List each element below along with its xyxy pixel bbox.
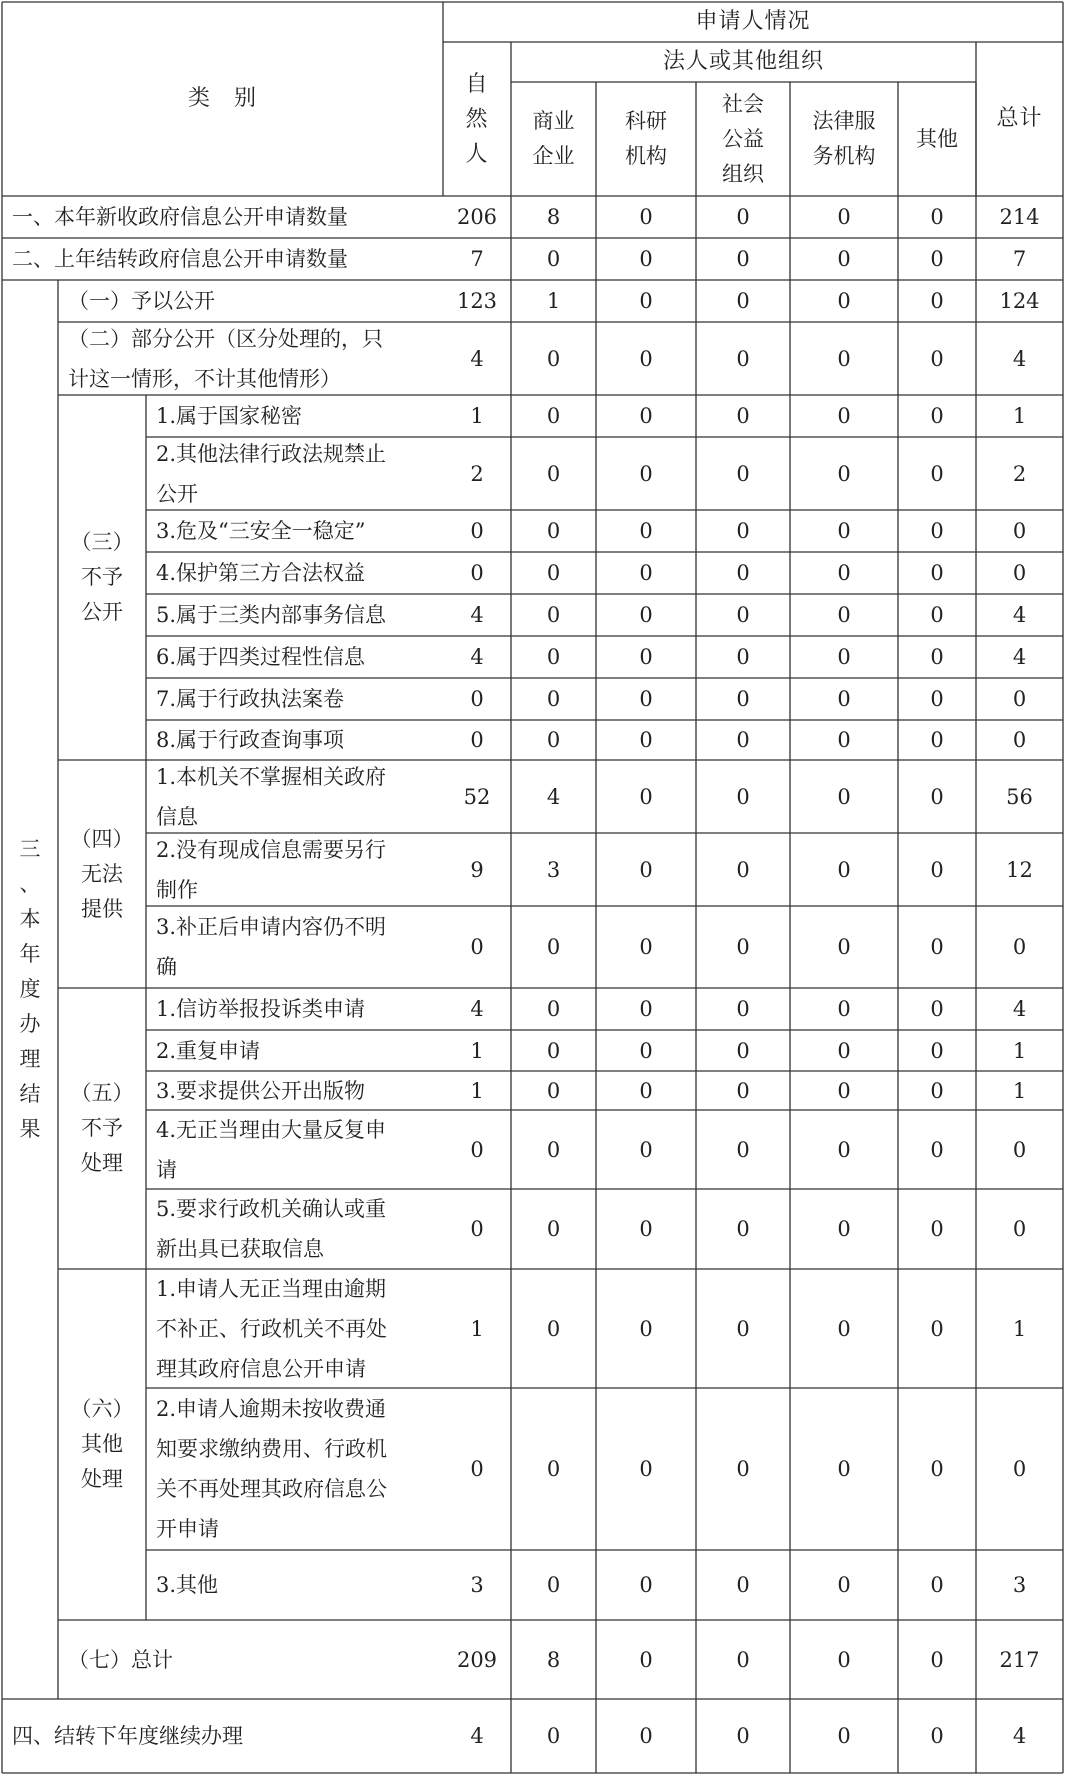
value-cell: 0 <box>639 1137 653 1162</box>
value-cell: 4 <box>1012 1724 1027 1748</box>
row-label: 5.要求行政机关确认或重 新出具已获取信息 <box>156 1197 387 1261</box>
row-label: 5.属于三类内部事务信息 <box>156 603 387 627</box>
value-cell: 0 <box>736 1316 750 1341</box>
value-cell: 0 <box>470 935 484 959</box>
value-cell: 0 <box>930 603 944 627</box>
value-cell: 209 <box>456 1647 498 1672</box>
value-cell: 0 <box>930 1038 944 1063</box>
value-cell: 1 <box>470 404 484 428</box>
value-cell: 1 <box>1012 1316 1027 1341</box>
value-cell: 0 <box>736 461 750 486</box>
value-cell: 0 <box>639 519 653 543</box>
value-cell: 0 <box>639 1457 653 1481</box>
value-cell: 0 <box>736 935 750 959</box>
value-cell: 0 <box>736 728 750 752</box>
value-cell: 0 <box>639 1078 653 1103</box>
value-cell: 0 <box>1012 728 1027 752</box>
value-cell: 0 <box>546 1078 561 1103</box>
value-cell: 0 <box>736 645 750 669</box>
value-cell: 0 <box>930 247 944 271</box>
value-cell: 0 <box>1012 1137 1027 1162</box>
value-cell: 4 <box>470 997 484 1021</box>
value-cell: 0 <box>546 603 561 627</box>
row-label: 二、上年结转政府信息公开申请数量 <box>12 247 348 271</box>
natural-person-header: 自 然 人 <box>465 71 489 167</box>
value-cell: 0 <box>930 1647 944 1672</box>
value-cell: 0 <box>546 997 561 1021</box>
row-label: 6.属于四类过程性信息 <box>156 645 366 669</box>
value-cell: 0 <box>837 997 851 1021</box>
value-cell: 0 <box>470 687 484 711</box>
row-label: 1.本机关不掌握相关政府 信息 <box>156 764 387 829</box>
value-cell: 4 <box>470 1724 484 1748</box>
row-label: 1.信访举报投诉类申请 <box>156 997 366 1021</box>
value-cell: 0 <box>930 1316 944 1341</box>
row-label: 3.补正后申请内容仍不明 确 <box>156 915 387 979</box>
value-cell: 0 <box>546 1038 561 1063</box>
value-cell: 4 <box>1012 603 1027 627</box>
value-cell: 0 <box>546 404 561 428</box>
value-cell: 0 <box>930 346 944 371</box>
value-cell: 0 <box>837 728 851 752</box>
row-label: 2.其他法律行政法规禁止 公开 <box>156 441 387 506</box>
value-cell: 0 <box>837 1316 851 1341</box>
value-cell: 0 <box>546 687 561 711</box>
value-cell: 0 <box>736 1217 750 1241</box>
row-label: 7.属于行政执法案卷 <box>156 687 345 711</box>
value-cell: 0 <box>736 404 750 428</box>
value-cell: 0 <box>736 857 750 882</box>
row-label: 4.保护第三方合法权益 <box>156 561 366 585</box>
value-cell: 2 <box>1012 461 1027 486</box>
value-cell: 0 <box>546 561 561 585</box>
section-three-label: 三 、 本 年 度 办 理 结 果 <box>19 837 41 1141</box>
value-cell: 0 <box>837 1217 851 1241</box>
row-label: 8.属于行政查询事项 <box>156 728 345 752</box>
value-cell: 0 <box>736 1078 750 1103</box>
value-cell: 0 <box>930 1078 944 1103</box>
value-cell: 0 <box>639 687 653 711</box>
value-cell: 0 <box>639 1573 653 1597</box>
category-header: 类 别 <box>187 86 257 111</box>
value-cell: 0 <box>546 1137 561 1162</box>
value-cell: 124 <box>999 289 1040 313</box>
row-label: 3.要求提供公开出版物 <box>156 1078 366 1103</box>
value-cell: 0 <box>837 561 851 585</box>
value-cell: 0 <box>736 205 750 229</box>
value-cell: 0 <box>930 404 944 428</box>
value-cell: 0 <box>837 461 851 486</box>
value-cell: 0 <box>837 1137 851 1162</box>
value-cell: 0 <box>930 784 944 809</box>
value-cell: 1 <box>546 289 561 313</box>
applicant-header: 申请人情况 <box>695 9 811 34</box>
group-other-label: （六） 其他 处理 <box>70 1397 134 1491</box>
row-label: 4.无正当理由大量反复申 请 <box>156 1117 387 1182</box>
group-unavailable-label: （四） 无法 提供 <box>70 826 134 921</box>
value-cell: 0 <box>639 1316 653 1341</box>
value-cell: 0 <box>736 687 750 711</box>
value-cell: 0 <box>470 561 484 585</box>
value-cell: 0 <box>930 1137 944 1162</box>
value-cell: 0 <box>930 1724 944 1748</box>
row-label: 2.重复申请 <box>156 1038 261 1063</box>
value-cell: 0 <box>736 784 750 809</box>
value-cell: 0 <box>639 1217 653 1241</box>
value-cell: 4 <box>546 784 561 809</box>
value-cell: 0 <box>639 404 653 428</box>
value-cell: 0 <box>546 1217 561 1241</box>
value-cell: 0 <box>837 784 851 809</box>
value-cell: 0 <box>736 1137 750 1162</box>
value-cell: 1 <box>1012 1038 1027 1063</box>
value-cell: 0 <box>837 346 851 371</box>
value-cell: 0 <box>930 1573 944 1597</box>
value-cell: 0 <box>546 519 561 543</box>
value-cell: 0 <box>546 645 561 669</box>
value-cell: 0 <box>930 645 944 669</box>
value-cell: 0 <box>837 1038 851 1063</box>
row-label: 1.属于国家秘密 <box>156 404 303 428</box>
value-cell: 0 <box>837 857 851 882</box>
value-cell: 0 <box>837 935 851 959</box>
value-cell: 0 <box>736 1647 750 1672</box>
row-label: 3.其他 <box>156 1573 219 1597</box>
value-cell: 0 <box>930 461 944 486</box>
group-withheld-label: （三） 不予 公开 <box>70 530 134 624</box>
row-label: （七）总计 <box>68 1647 173 1672</box>
value-cell: 0 <box>639 1724 653 1748</box>
row-label: 1.申请人无正当理由逾期 不补正、行政机关不再处 理其政府信息公开申请 <box>156 1276 387 1381</box>
value-cell: 0 <box>1012 1217 1027 1241</box>
value-cell: 0 <box>639 247 653 271</box>
org-col-header: 法律服 务机构 <box>812 109 876 168</box>
value-cell: 0 <box>546 346 561 371</box>
value-cell: 0 <box>470 728 484 752</box>
value-cell: 0 <box>930 687 944 711</box>
value-cell: 0 <box>736 997 750 1021</box>
value-cell: 0 <box>930 205 944 229</box>
value-cell: 8 <box>546 205 561 229</box>
org-col-header: 科研 机构 <box>625 109 667 168</box>
row-label: 2.没有现成信息需要另行 制作 <box>156 837 387 902</box>
value-cell: 0 <box>1012 1457 1027 1481</box>
value-cell: 0 <box>546 935 561 959</box>
value-cell: 1 <box>470 1078 484 1103</box>
value-cell: 0 <box>736 1457 750 1481</box>
value-cell: 0 <box>1012 519 1027 543</box>
value-cell: 0 <box>639 857 653 882</box>
value-cell: 1 <box>470 1038 484 1063</box>
value-cell: 0 <box>546 461 561 486</box>
value-cell: 0 <box>837 1724 851 1748</box>
value-cell: 0 <box>546 728 561 752</box>
value-cell: 0 <box>736 1573 750 1597</box>
row-label: （一）予以公开 <box>68 289 215 313</box>
value-cell: 0 <box>470 1217 484 1241</box>
value-cell: 0 <box>930 519 944 543</box>
value-cell: 0 <box>930 289 944 313</box>
org-col-header: 商业 企业 <box>532 109 575 168</box>
value-cell: 0 <box>470 1457 484 1481</box>
value-cell: 3 <box>1012 1573 1027 1597</box>
value-cell: 0 <box>837 687 851 711</box>
value-cell: 214 <box>999 205 1040 229</box>
value-cell: 3 <box>546 857 561 882</box>
row-label: 四、结转下年度继续办理 <box>12 1724 243 1748</box>
value-cell: 0 <box>639 205 653 229</box>
value-cell: 0 <box>736 346 750 371</box>
value-cell: 4 <box>1012 346 1027 371</box>
value-cell: 0 <box>837 645 851 669</box>
value-cell: 2 <box>470 461 484 486</box>
value-cell: 0 <box>639 645 653 669</box>
value-cell: 0 <box>736 1724 750 1748</box>
value-cell: 8 <box>546 1647 561 1672</box>
value-cell: 123 <box>456 289 498 313</box>
value-cell: 0 <box>639 346 653 371</box>
value-cell: 0 <box>1012 935 1027 959</box>
value-cell: 0 <box>837 1078 851 1103</box>
value-cell: 0 <box>470 519 484 543</box>
value-cell: 0 <box>837 1647 851 1672</box>
value-cell: 0 <box>837 1573 851 1597</box>
value-cell: 0 <box>546 1457 561 1481</box>
value-cell: 0 <box>639 1647 653 1672</box>
value-cell: 0 <box>736 603 750 627</box>
value-cell: 1 <box>1012 1078 1027 1103</box>
value-cell: 0 <box>639 461 653 486</box>
value-cell: 0 <box>639 784 653 809</box>
value-cell: 0 <box>639 935 653 959</box>
value-cell: 0 <box>1012 687 1027 711</box>
value-cell: 0 <box>470 1137 484 1162</box>
value-cell: 0 <box>639 289 653 313</box>
value-cell: 0 <box>1012 561 1027 585</box>
value-cell: 0 <box>930 1217 944 1241</box>
value-cell: 0 <box>837 603 851 627</box>
value-cell: 4 <box>1012 645 1027 669</box>
value-cell: 0 <box>930 728 944 752</box>
value-cell: 0 <box>639 728 653 752</box>
value-cell: 4 <box>470 603 484 627</box>
value-cell: 0 <box>930 561 944 585</box>
value-cell: 0 <box>546 1724 561 1748</box>
value-cell: 0 <box>837 205 851 229</box>
value-cell: 3 <box>470 1573 484 1597</box>
value-cell: 0 <box>930 935 944 959</box>
value-cell: 0 <box>930 1457 944 1481</box>
value-cell: 52 <box>463 784 491 809</box>
value-cell: 7 <box>470 247 484 271</box>
row-label: 3.危及“三安全一稳定” <box>156 519 366 543</box>
value-cell: 4 <box>470 645 484 669</box>
value-cell: 4 <box>470 346 484 371</box>
value-cell: 0 <box>639 561 653 585</box>
value-cell: 1 <box>470 1316 484 1341</box>
value-cell: 0 <box>837 404 851 428</box>
value-cell: 0 <box>837 247 851 271</box>
value-cell: 1 <box>1012 404 1027 428</box>
row-label: （二）部分公开（区分处理的，只 计这一情形，不计其他情形） <box>68 326 383 391</box>
value-cell: 0 <box>736 289 750 313</box>
value-cell: 0 <box>639 997 653 1021</box>
value-cell: 206 <box>456 205 498 229</box>
value-cell: 0 <box>639 1038 653 1063</box>
value-cell: 9 <box>470 857 484 882</box>
group-not-processed-label: （五） 不予 处理 <box>70 1081 134 1175</box>
legal-org-header: 法人或其他组织 <box>662 49 824 74</box>
org-col-header: 其他 <box>916 126 958 151</box>
value-cell: 4 <box>1012 997 1027 1021</box>
value-cell: 0 <box>930 857 944 882</box>
value-cell: 0 <box>837 519 851 543</box>
value-cell: 0 <box>736 1038 750 1063</box>
value-cell: 0 <box>736 247 750 271</box>
row-label: 一、本年新收政府信息公开申请数量 <box>12 205 348 229</box>
value-cell: 0 <box>837 289 851 313</box>
total-header: 总计 <box>996 106 1043 131</box>
value-cell: 217 <box>999 1647 1040 1672</box>
value-cell: 0 <box>736 561 750 585</box>
value-cell: 0 <box>837 1457 851 1481</box>
value-cell: 0 <box>546 1573 561 1597</box>
value-cell: 0 <box>546 1316 561 1341</box>
value-cell: 0 <box>639 603 653 627</box>
value-cell: 56 <box>1006 784 1033 809</box>
value-cell: 7 <box>1012 247 1027 271</box>
row-label: 2.申请人逾期未按收费通 知要求缴纳费用、行政机 关不再处理其政府信息公 开申请 <box>156 1397 387 1541</box>
value-cell: 0 <box>930 997 944 1021</box>
org-col-header: 社会 公益 组织 <box>722 91 764 186</box>
value-cell: 0 <box>736 519 750 543</box>
value-cell: 12 <box>1006 857 1033 882</box>
value-cell: 0 <box>546 247 561 271</box>
